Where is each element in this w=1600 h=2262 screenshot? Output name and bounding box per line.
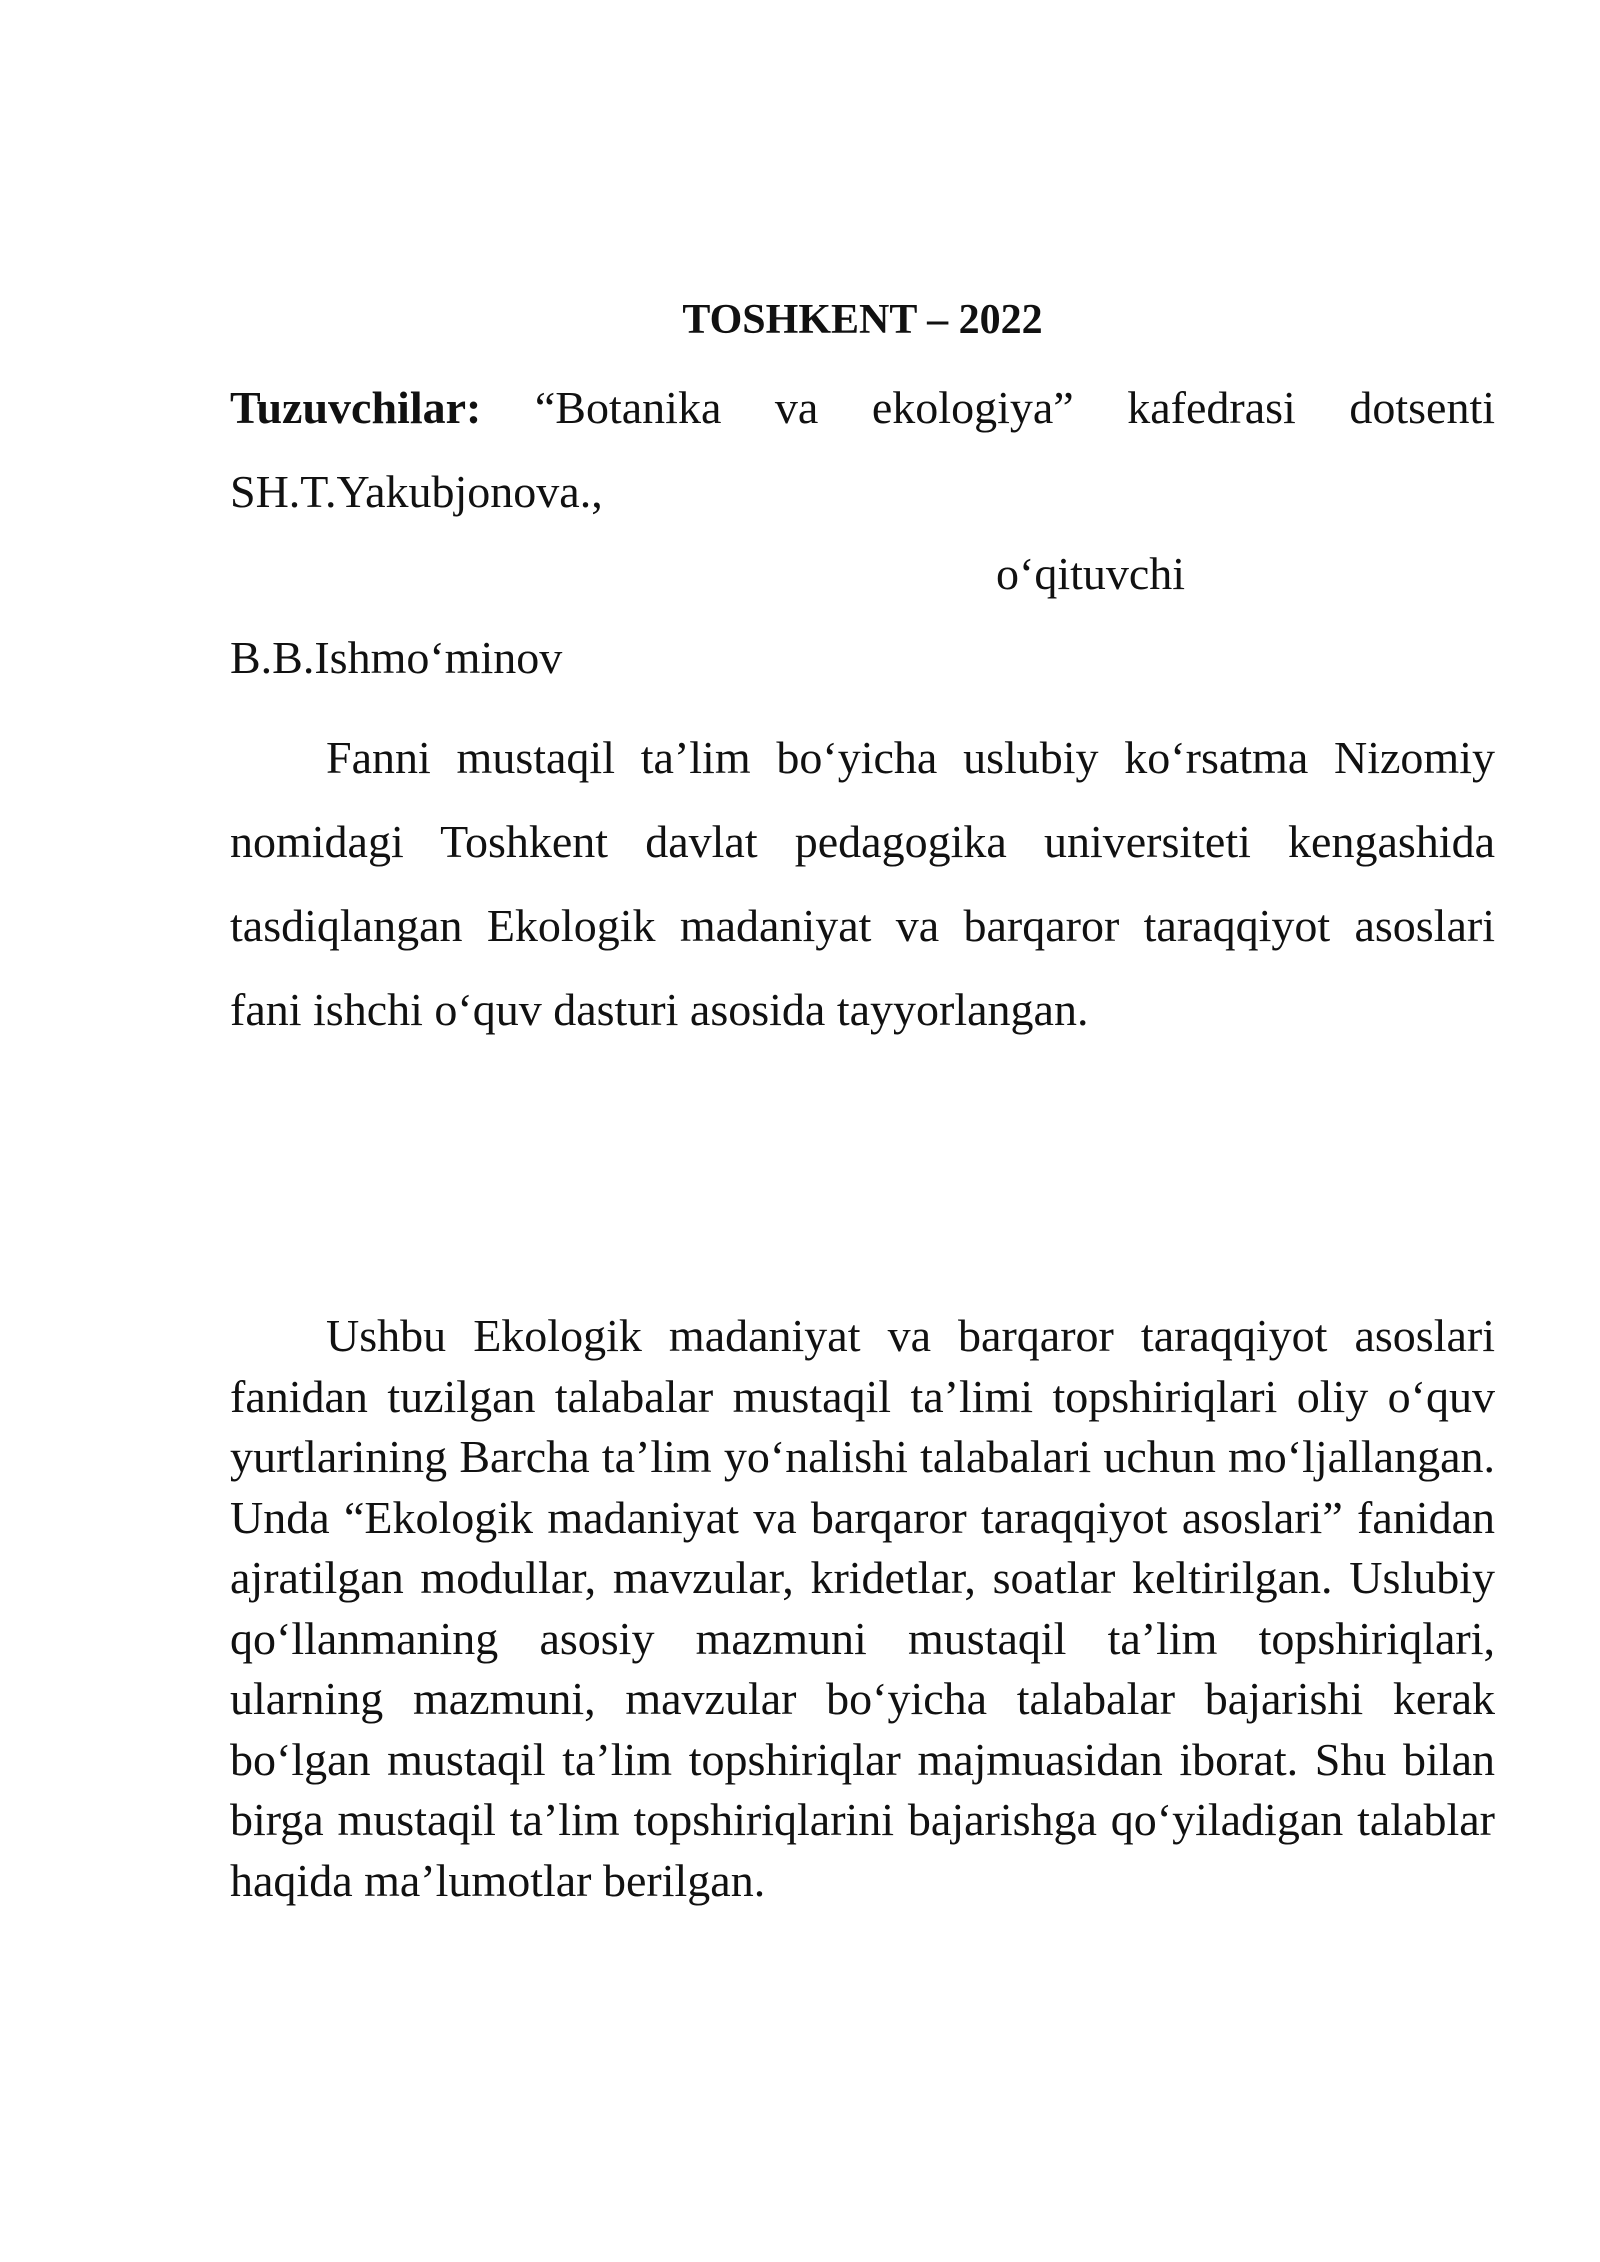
authors-label: Tuzuvchilar: [230,382,482,433]
author-name-1: SH.T.Yakubjonova., [230,466,603,517]
authors-department-title: “Botanika va ekologiya” kafedrasi dotsenti [534,382,1496,433]
authors-line-1 [230,366,1495,450]
author-role-2: o‘qituvchi [996,548,1186,599]
author-name-2: B.B.Ishmo‘minov [230,632,563,683]
document-page [230,0,1495,2262]
city-year-heading: TOSHKENT – 2022 [682,297,1043,343]
authors-block [230,366,1495,534]
approval-paragraph: Fanni mustaqil ta’lim bo‘yicha uslubiy ko‘rsatma Nizomiy nomidagi Toshkent davlat pedagogika universiteti kengashida tasdiqlangan Ekologik madaniyat va barqaror taraqqiyot asoslari fani ishchi o‘quv dasturi asosida tayyorlangan. [230,732,1495,1035]
annotation-paragraph: Ushbu Ekologik madaniyat va barqaror taraqqiyot asoslari fanidan tuzilgan talabalar mustaqil ta’limi topshiriqlari oliy o‘quv yurtlarining Barcha ta’lim yo‘nalishi talabalari uchun mo‘ljallangan. Unda “Ekologik madaniyat va barqaror taraqqiyot asoslari” fanidan ajratilgan modullar, mavzular, kridetlar, soatlar keltirilgan. Uslubiy qo‘llanmaning asosiy mazmuni mustaqil ta’lim topshiriqlari, ularning mazmuni, mavzular bo‘yicha talabalar bajarishi kerak bo‘lgan mustaqil ta’lim topshiriqlar majmuasidan iborat. Shu bilan birga mustaqil ta’lim topshiriqlarini bajarishga qo‘yiladigan talablar haqida ma’lumotlar berilgan. [230,1310,1495,1906]
